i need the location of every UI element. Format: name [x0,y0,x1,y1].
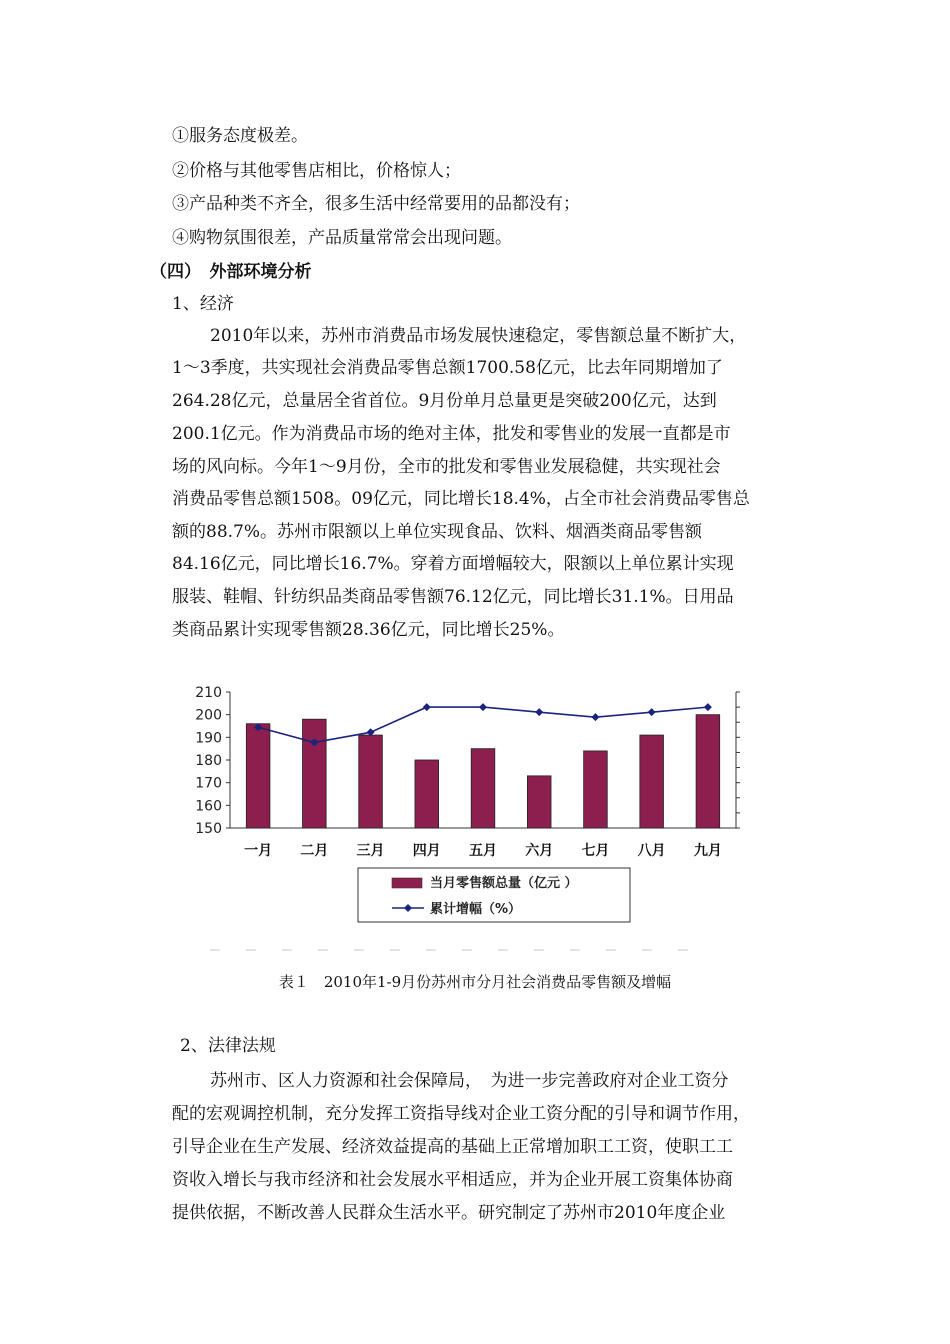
paragraph-line: 服装、鞋帽、针纺织品类商品零售额76.12亿元，同比增长31.1%。日用品 [172,587,734,607]
x-tick-label: 九月 [693,843,722,859]
paragraph-line: 200.1亿元。作为消费品市场的绝对主体，批发和零售业的发展一直都是市 [172,424,731,444]
bar [584,751,608,828]
x-tick-label: 八月 [637,843,666,859]
paragraph-line: 84.16亿元，同比增长16.7%。穿着方面增幅较大，限额以上单位累计实现 [172,554,734,574]
bar [359,735,383,828]
bar [527,776,551,828]
paragraph-line: 2010年以来，苏州市消费品市场发展快速稳定，零售额总量不断扩大， [210,326,747,346]
growth-point [423,703,431,711]
legend-bar-swatch [392,878,422,888]
growth-point [479,703,487,711]
paragraph-line: 引导企业在生产发展、经济效益提高的基础上正常增加职工工资，使职工工 [172,1137,733,1157]
paragraph-line: 配的宏观调控机制，充分发挥工资指导线对企业工资分配的引导和调节作用， [172,1104,750,1124]
retail-sales-chart [180,672,740,962]
subsection-heading: 1、经济 [172,294,234,314]
growth-point [591,713,599,721]
left-tick-label: 210 [195,685,222,701]
list-item: ③产品种类不齐全，很多生活中经常要用的品都没有； [172,194,580,214]
legend-bar-label: 当月零售额总量（亿元 ） [430,876,578,891]
bar [303,719,327,828]
list-item: ①服务态度极差。 [172,126,308,146]
left-tick-label: 190 [195,730,222,747]
bar [696,715,720,828]
x-tick-label: 七月 [581,843,610,859]
left-tick-label: 150 [195,821,222,837]
x-tick-label: 六月 [525,843,554,859]
bar [640,735,664,828]
bar [246,724,270,828]
paragraph-line: 苏州市、区人力资源和社会保障局， 为进一步完善政府对企业工资分 [210,1071,729,1091]
left-tick-label: 200 [195,707,222,724]
paragraph-line: 额的88.7%。苏州市限额以上单位实现食品、饮料、烟酒类商品零售额 [172,522,703,542]
bar [415,760,439,828]
x-tick-label: 二月 [300,843,329,859]
paragraph-line: 消费品零售总额1508。09亿元，同比增长18.4%，占全市社会消费品零售总 [172,489,750,509]
left-tick-label: 170 [195,775,222,792]
x-tick-label: 一月 [244,843,273,859]
list-item: ②价格与其他零售店相比，价格惊人； [172,161,461,181]
bar [471,749,495,828]
growth-point [704,703,712,711]
growth-point [648,708,656,716]
left-tick-label: 160 [195,798,222,815]
chart-caption: 表１ 2010年1-9月份苏州市分月社会消费品零售额及增幅 [278,973,672,991]
paragraph-line: 资收入增长与我市经济和社会发展水平相适应，并为企业开展工资集体协商 [172,1170,733,1190]
subsection-heading: 2、法律法规 [180,1036,276,1056]
growth-point [535,708,543,716]
legend-line-label: 累计增幅（%） [430,902,522,917]
list-item: ④购物氛围很差，产品质量常常会出现问题。 [172,228,512,248]
x-tick-label: 四月 [412,843,441,859]
paragraph-line: 1～3季度，共实现社会消费品零售总额1700.58亿元，比去年同期增加了 [172,358,723,378]
paragraph-line: 类商品累计实现零售额28.36亿元，同比增长25%。 [172,620,565,640]
x-tick-label: 五月 [469,843,497,859]
left-tick-label: 180 [195,753,222,769]
chart-legend [358,868,630,922]
x-tick-label: 三月 [356,843,385,859]
paragraph-line: 264.28亿元，总量居全省首位。9月份单月总量更是突破200亿元，达到 [172,391,717,411]
section-heading: （四） 外部环境分析 [150,262,312,282]
paragraph-line: 场的风向标。今年1～9月份，全市的批发和零售业发展稳健，共实现社会 [172,457,721,477]
paragraph-line: 提供依据，不断改善人民群众生活水平。研究制定了苏州市2010年度企业 [172,1203,726,1223]
